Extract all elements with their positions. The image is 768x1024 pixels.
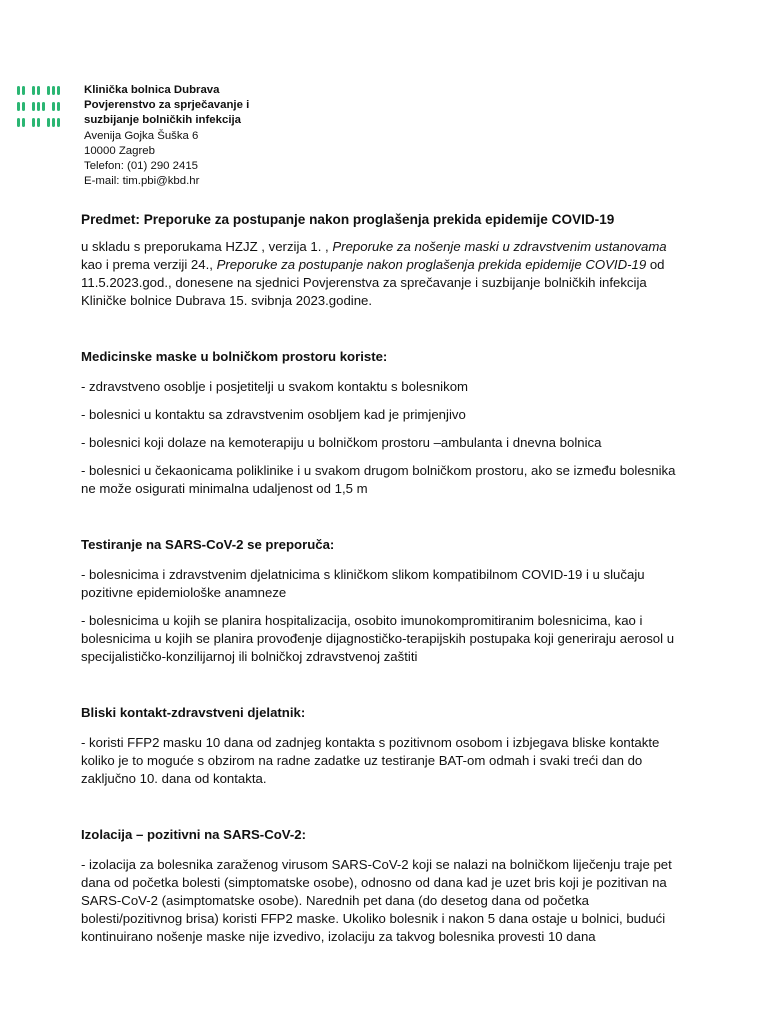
- section-testing: [81, 536, 681, 666]
- list-item: - bolesnicima i zdravstvenim djelatnicima s kliničkom slikom kompatibilnom COVID-19 i u slučaju pozitivne epidemiološke anamneze: [81, 567, 645, 600]
- list-item: - bolesnici u čekaonicama poliklinike i u svakom drugom bolničkom prostoru, ako se između bolesnika ne može osigurati minimalna udaljenost od 1,5 m: [81, 463, 676, 496]
- list-item: - bolesnici u kontaktu sa zdravstvenim osobljem kad je primjenjivo: [81, 407, 466, 422]
- intro-italic-2: Preporuke za postupanje nakon proglašenja prekida epidemije COVID-19: [216, 257, 647, 272]
- list-item: - zdravstveno osoblje i posjetitelji u svakom kontaktu s bolesnikom: [81, 379, 469, 394]
- institution-name: Klinička bolnica Dubrava: [84, 84, 220, 96]
- section-close-contact: [81, 704, 681, 788]
- committee-name-line1: Povjerenstvo za sprječavanje i: [84, 99, 250, 112]
- section-isolation: [81, 826, 681, 946]
- committee-name-line2: suzbijanje bolničkih infekcija: [84, 114, 241, 127]
- intro-text-3: od 11.5.2023.god., donesene na sjednici Povjerenstva za sprečavanje i suzbijanje bolničkih infekcija Kliničke bolnice Dubrava 15. svibnja 2023.godine.: [81, 257, 665, 308]
- address: Avenija Gojka Šuška 6: [84, 129, 199, 142]
- section-title: Izolacija – pozitivni na SARS-CoV-2:: [81, 827, 306, 842]
- email: E-mail: tim.pbi@kbd.hr: [84, 175, 200, 188]
- section-title: Testiranje na SARS-CoV-2 se preporuča:: [81, 537, 335, 552]
- list-item: - koristi FFP2 masku 10 dana od zadnjeg kontakta s pozitivnom osobom i izbjegava bliske kontakte koliko je to moguće s obzirom na radne zadatke uz testiranje BAT-om odmah i svaki treći dan do zaključno 10. dana od kontakta.: [81, 735, 660, 786]
- intro-paragraph: [81, 238, 681, 310]
- list-item: - izolacija za bolesnika zaraženog virusom SARS-CoV-2 koji se nalazi na bolničkom liječenju traje pet dana od početka bolesti (simptomatske osobe), odnosno od dana kad je uzet bris koji je pozitivan na SARS-CoV-2 (asimptomatske osobe). Narednih pet dana (do desetog dana od početka bolesti/pozitivnog brisa) koristi FFP2 maske. Ukoliko bolesnik i nakon 5 dana ostaje u bolnici, budući kontinuirano nošenje maske nije izvedivo, izolaciju za takvog bolesnika provesti 10 dana: [81, 857, 672, 944]
- section-title: Medicinske maske u bolničkom prostoru koriste:: [81, 349, 388, 364]
- phone: Telefon: (01) 290 2415: [84, 160, 198, 173]
- list-item: - bolesnicima u kojih se planira hospitalizacija, osobito imunokompromitiranim bolesnicima, kao i bolesnicima u kojih se planira provođenje dijagnostičko-terapijskih postupaka koji generiraju aerosol u specijalističko-konzilijarnoj ili bolničkoj zdravstvenoj zaštiti: [81, 613, 675, 664]
- hospital-logo-icon: [16, 86, 64, 130]
- letterhead: [84, 83, 249, 189]
- subject-line: Predmet: Preporuke za postupanje nakon proglašenja prekida epidemije COVID-19: [81, 212, 615, 227]
- section-masks: [81, 348, 681, 498]
- list-item: - bolesnici koji dolaze na kemoterapiju u bolničkom prostoru –ambulanta i dnevna bolnica: [81, 435, 602, 450]
- intro-italic-1: Preporuke za nošenje maski u zdravstvenim ustanovama: [332, 239, 667, 254]
- document-body: [81, 211, 681, 956]
- intro-text-2: kao i prema verziji 24.,: [81, 257, 217, 272]
- section-title: Bliski kontakt-zdravstveni djelatnik:: [81, 705, 306, 720]
- city: 10000 Zagreb: [84, 144, 155, 157]
- intro-text-1: u skladu s preporukama HZJZ , verzija 1. ,: [81, 239, 333, 254]
